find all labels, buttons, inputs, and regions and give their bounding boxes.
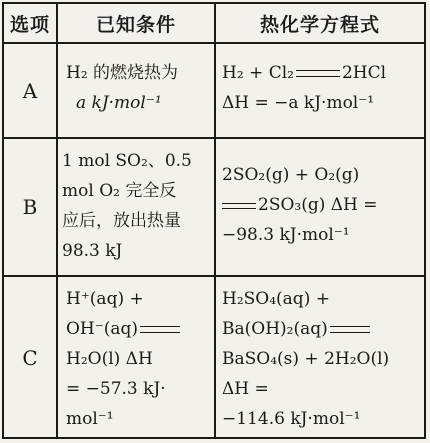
condition-line: H₂O(l) ΔH: [66, 349, 153, 369]
condition-line: H⁺(aq) +: [66, 289, 144, 309]
equals-sign: [330, 326, 370, 333]
header-equation: 热化学方程式: [259, 13, 380, 36]
condition-fragment: OH⁻(aq): [66, 319, 139, 339]
row-divider: [4, 275, 424, 277]
equation-line: H₂SO₄(aq) +: [222, 289, 330, 309]
header-option: 选项: [9, 13, 50, 36]
equation-reactants: H₂ + Cl₂: [222, 63, 294, 83]
equation-line: ΔH =: [222, 379, 269, 399]
equation-products: 2HCl: [341, 63, 387, 83]
equals-sign: [140, 326, 180, 333]
equation-line: BaSO₄(s) + 2H₂O(l): [222, 349, 390, 369]
column-divider: [214, 4, 216, 437]
equation-line: [222, 314, 422, 344]
condition-line: a kJ·mol⁻¹: [76, 93, 162, 113]
option-label: B: [22, 195, 38, 219]
header-condition: 已知条件: [95, 13, 176, 36]
equation-cell: [222, 160, 422, 250]
equation-cell: [222, 58, 422, 118]
condition-line: [66, 314, 212, 344]
condition-cell: [62, 146, 212, 266]
condition-line: mol O₂ 完全反: [62, 181, 177, 201]
data-table: [2, 2, 426, 439]
condition-cell: [66, 58, 212, 118]
equation-products: 2SO₃(g) ΔH =: [258, 195, 378, 215]
reversible-arrow-icon: [222, 201, 256, 211]
equation-line: 2SO₂(g) + O₂(g): [222, 165, 360, 185]
equation-line: −114.6 kJ·mol⁻¹: [222, 409, 361, 429]
equation-line: −98.3 kJ·mol⁻¹: [222, 225, 350, 245]
condition-line: 98.3 kJ: [62, 241, 123, 261]
row-divider: [4, 137, 424, 139]
equation-cell: [222, 284, 422, 434]
condition-line: mol⁻¹: [66, 409, 114, 429]
condition-line: H₂ 的燃烧热为: [66, 63, 179, 83]
option-label: C: [22, 346, 38, 370]
equals-sign: [296, 70, 340, 77]
equation-line: [222, 58, 422, 88]
row-divider: [4, 42, 424, 44]
option-label: A: [22, 78, 38, 103]
condition-line: = −57.3 kJ·: [66, 379, 166, 399]
condition-line: 应后，放出热量: [62, 211, 181, 231]
condition-line: 1 mol SO₂、0.5: [62, 151, 192, 171]
equation-fragment: Ba(OH)₂(aq): [222, 319, 328, 339]
equation-line: [222, 190, 422, 220]
column-divider: [56, 4, 58, 437]
equation-line: ΔH = −a kJ·mol⁻¹: [222, 93, 375, 113]
condition-cell: [66, 284, 212, 434]
